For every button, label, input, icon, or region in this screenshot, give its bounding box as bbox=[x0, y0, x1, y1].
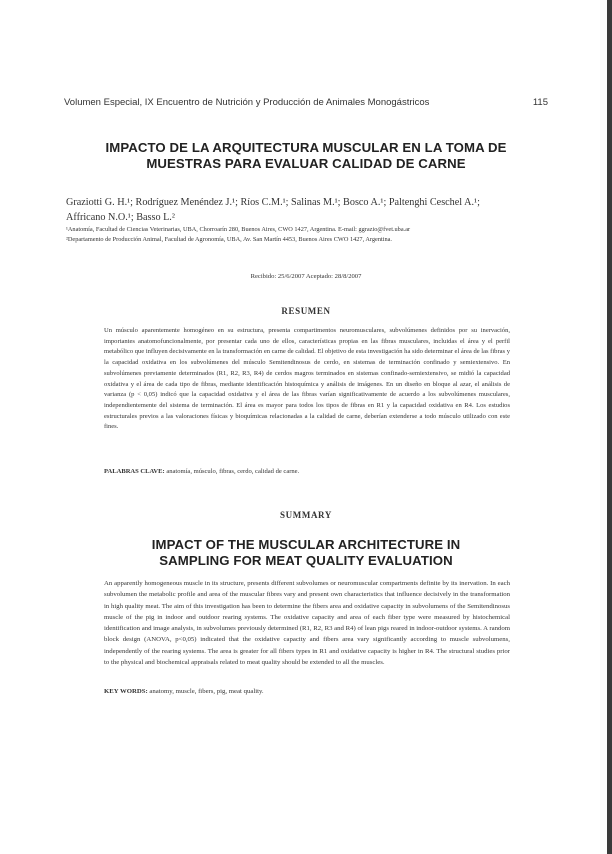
english-title-line-2: SAMPLING FOR MEAT QUALITY EVALUATION bbox=[159, 553, 453, 568]
author-line-2: Affricano N.O.¹; Basso L.² bbox=[66, 212, 175, 223]
palabras-clave bbox=[104, 468, 510, 475]
english-title bbox=[70, 537, 542, 569]
author-list bbox=[66, 195, 548, 225]
summary-heading: SUMMARY bbox=[280, 510, 332, 520]
running-header bbox=[64, 97, 548, 108]
paper-title bbox=[70, 140, 542, 172]
resumen-text: Un músculo aparentemente homogéneo en su estructura, presenta compartimentos neuromusculares, subvolúmenes definidos por su inervación, importantes anatomofuncionalmente, por presentar cada uno de ellos, características propias en las fibras musculares, incluidas el área y el perfil metabólico que influyen decisivamente en la transformación en carne de calidad. El objetivo de esta investigación ha sido determinar el área de las fibras y la capacidad oxidativa en los subvolúmenes del músculo Semitendinosus de cerdo, en sistemas de terminación confinado y semiextensivo. En subvolúmenes previamente determinados (R1, R2, R3, R4) de cerdos magros terminados en sistemas confinado-semiextensivo, se midió la capacidad oxidativa y el área de cada tipo de fibras, mediante identificación histoquímica y análisis de imágenes. En un diseño en bloque al azar, el análisis de varianza (p < 0,05) indicó que la capacidad oxidativa y el área de las fibras varían significativamente de acuerdo a los subvolúmenes musculares, independientemente del sistema de terminación. El área es mayor para todos los tipos de fibras en R1 y la capacidad oxidativa en R4. Los estudios estructurales previos a las valoraciones físicas y bioquímicas relacionadas a la calidad de carne, deberían extenderse a todo músculo utilizado con este fines. bbox=[104, 327, 510, 431]
summary-text: An apparently homogeneous muscle in its structure, presents different subvolumes or neuromuscular compartments definite by its inervation. In each subvolumen the metabolic profile and area of the muscular fibres vary and present own characteristics that influence decisively in the transformation in high quality meat. The aim of this investigation has been to determine the fibers area and oxidative capacity in subvolumens of the Semitendinosus muscle of the pig in indoor and outdoor rearing systems. The oxidative capacity and area of each fiber type were measured by histochemical identification and image analysis, in subvolumes previously determined (R1, R2, R3 and R4) of lean pigs reared in indoor-outdoor systems. A random block design (ANOVA, p<0,05) indicated that the oxidative capacity and fibers area vary significantly according to muscle subvolumens, independently of the rearing systems. The area is greater for all fibers types in R1 and oxidative capacity is higher in R4. The structural studies prior to the physical and biochemical appraisals related to meat quality should be extended to all the muscles. bbox=[104, 580, 510, 667]
key-words-label: KEY WORDS: bbox=[104, 688, 148, 695]
running-title: Volumen Especial, IX Encuentro de Nutrición y Producción de Animales Monogástricos bbox=[64, 97, 430, 108]
key-words bbox=[104, 688, 510, 695]
affiliation-2: ²Departamento de Producción Animal, Facultad de Agronomía, UBA, Av. San Martín 4453, Buenos Aires CWO 1427, Argentina. bbox=[66, 236, 393, 243]
palabras-clave-values: anatomía, músculo, fibras, cerdo, calidad de carne. bbox=[164, 468, 300, 475]
resumen-heading: RESUMEN bbox=[281, 306, 331, 316]
paper-title-line-1: IMPACTO DE LA ARQUITECTURA MUSCULAR EN LA TOMA DE bbox=[105, 140, 507, 155]
received-accepted-dates: Recibido: 25/6/2007 Aceptado: 28/8/2007 bbox=[250, 273, 362, 280]
affiliation-1: ¹Anatomía, Facultad de Ciencias Veterinarias, UBA, Chorroarín 280, Buenos Aires, CWO 1427, Argentina. E-mail: ggrazio@fvet.uba.ar bbox=[66, 226, 411, 233]
key-words-values: anatomy, muscle, fibers, pig, meat quality. bbox=[147, 688, 264, 695]
page-number: 115 bbox=[532, 97, 548, 108]
english-title-line-1: IMPACT OF THE MUSCULAR ARCHITECTURE IN bbox=[151, 537, 461, 552]
author-line-1: Graziotti G. H.¹; Rodríguez Menéndez J.¹; Ríos C.M.¹; Salinas M.¹; Bosco A.¹; Paltenghi Ceschel A.¹; bbox=[66, 197, 480, 208]
palabras-clave-label: PALABRAS CLAVE: bbox=[104, 468, 165, 475]
paper-title-line-2: MUESTRAS PARA EVALUAR CALIDAD DE CARNE bbox=[146, 156, 466, 171]
page-edge-shadow bbox=[607, 0, 612, 854]
